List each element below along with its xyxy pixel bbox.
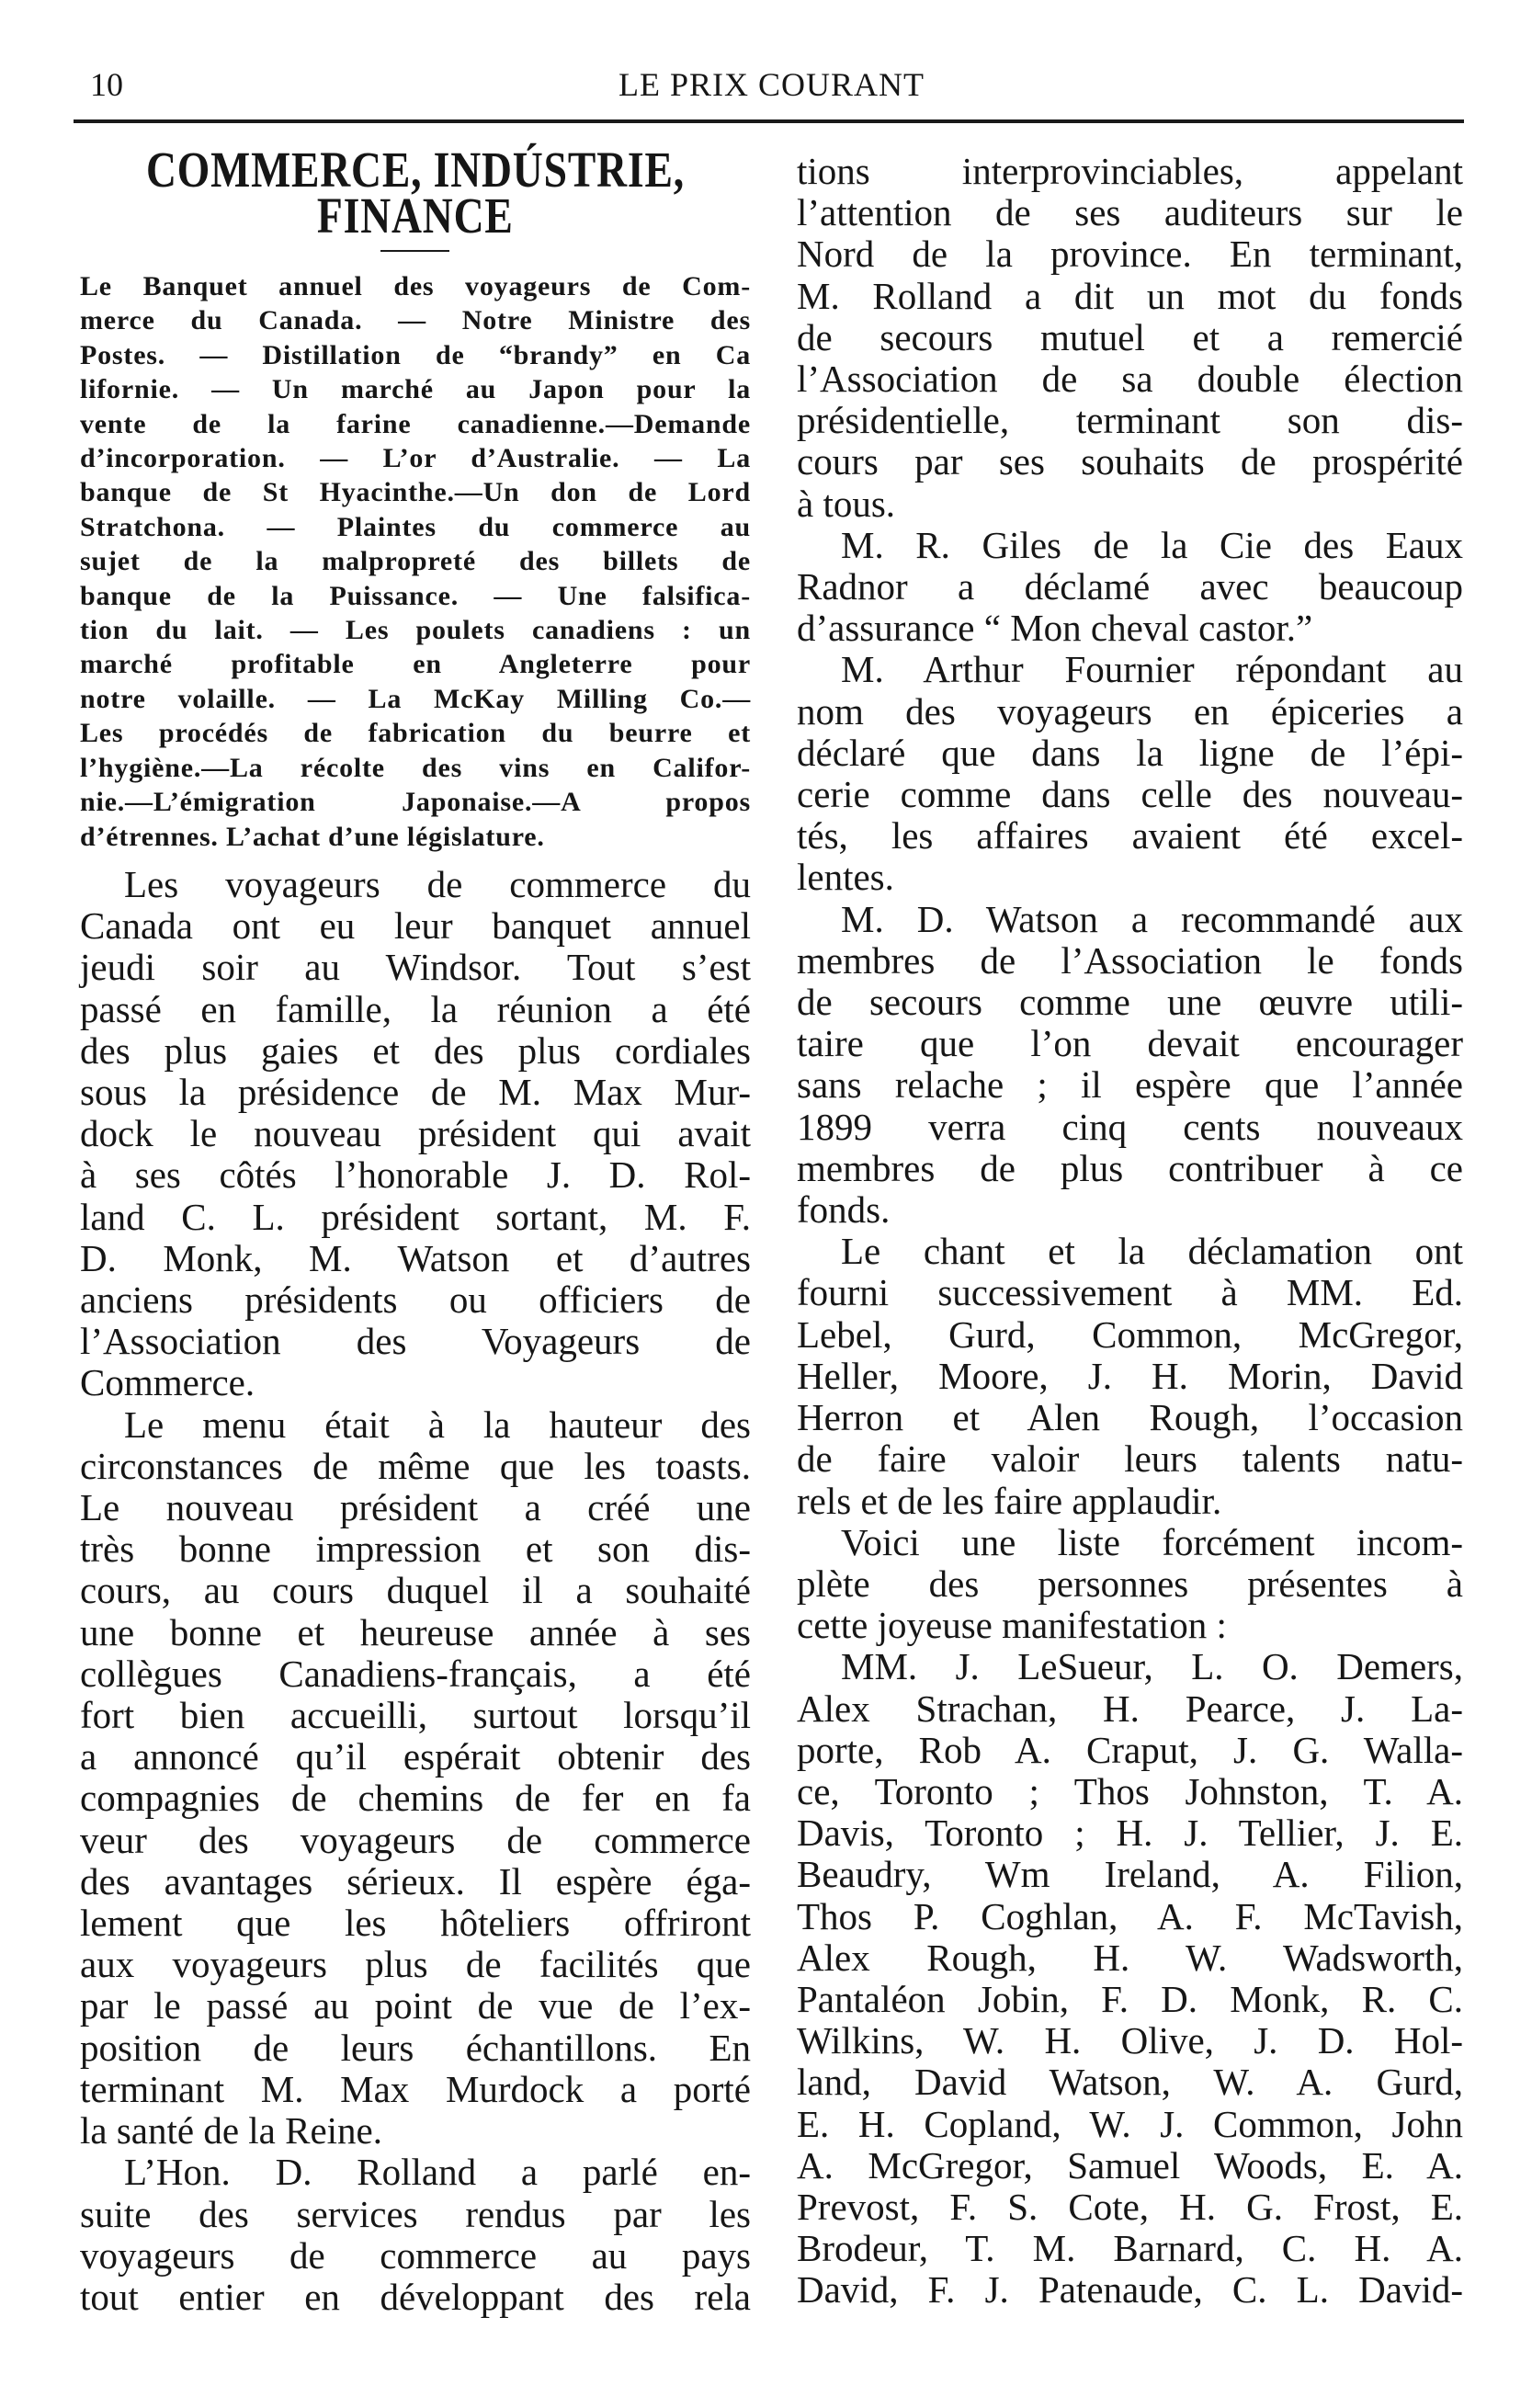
text-line: d’assurance “ Mon cheval castor.”: [797, 607, 1313, 650]
text-line: David, F. J. Patenaude, C. L. David-: [797, 2268, 1463, 2311]
text-line: nom des voyageurs en épiceries a: [797, 689, 1463, 733]
left-column: [80, 864, 751, 2318]
text-line: M. D. Watson a recommandé aux: [841, 897, 1463, 940]
text-line: des avantages sérieux. Il espère éga-: [80, 1859, 751, 1903]
text-line: tions interprovinciables, appelant: [797, 150, 1463, 192]
text-line: Le menu était à la hauteur des: [124, 1403, 751, 1446]
publication-title: LE PRIX COURANT: [618, 66, 925, 103]
paragraph: [80, 864, 751, 1404]
text-line: a annoncé qu’il espérait obtenir des: [80, 1735, 751, 1778]
text-line: M. Arthur Fournier répondant au: [841, 648, 1463, 691]
summary-line: merce du Canada. — Notre Ministre des: [80, 305, 751, 336]
text-line: à tous.: [797, 482, 896, 525]
text-line: l’Association des Voyageurs de: [80, 1320, 751, 1363]
text-line: passé en famille, la réunion a été: [80, 987, 751, 1030]
text-line: cours, au cours duquel il a souhaité: [80, 1569, 751, 1612]
text-line: par le passé au point de vue de l’ex-: [80, 1984, 751, 2027]
article-summary: [80, 269, 751, 854]
summary-line: notre volaille. — La McKay Milling Co.—: [80, 683, 751, 714]
text-line: position de leurs échantillons. En: [80, 2026, 751, 2069]
text-line: rels et de les faire applaudir.: [797, 1479, 1222, 1522]
text-line: taire que l’on devait encourager: [797, 1022, 1463, 1065]
text-line: Beaudry, Wm Ireland, A. Filion,: [797, 1853, 1463, 1896]
paragraph: [797, 1231, 1463, 1521]
text-line: de secours mutuel et a remercié: [797, 315, 1463, 358]
text-line: Les voyageurs de commerce du: [124, 863, 751, 905]
title-divider: [380, 250, 449, 252]
text-line: tout entier en développant des rela: [80, 2275, 751, 2318]
paragraph: [797, 1646, 1463, 2311]
text-line: la santé de la Reine.: [80, 2109, 383, 2152]
text-line: Radnor a déclamé avec beaucoup: [797, 565, 1463, 608]
text-line: L’Hon. D. Rolland a parlé en-: [124, 2151, 751, 2194]
text-line: A. McGregor, Samuel Woods, E. A.: [797, 2143, 1463, 2187]
text-line: présidentielle, terminant son dis-: [797, 399, 1463, 442]
text-line: fonds.: [797, 1188, 891, 1232]
text-line: Alex Strachan, H. Pearce, J. La-: [797, 1687, 1463, 1730]
article-title-text: COMMERCE, INDÚSTRIE,: [145, 142, 686, 198]
text-line: Thos P. Coghlan, A. F. McTavish,: [797, 1894, 1463, 1937]
text-line: Brodeur, T. M. Barnard, C. H. A.: [797, 2227, 1463, 2270]
text-line: voyageurs de commerce au pays: [80, 2233, 751, 2277]
paragraph: [80, 2152, 751, 2318]
summary-line: banque de la Puissance. — Une falsifica-: [80, 580, 751, 611]
article-title-line: [80, 142, 751, 198]
text-line: M. R. Giles de la Cie des Eaux: [841, 523, 1463, 566]
text-line: très bonne impression et son dis-: [80, 1528, 751, 1571]
text-line: veur des voyageurs de commerce: [80, 1818, 751, 1861]
summary-line: nie.—L’émigration Japonaise.—A propos: [80, 787, 751, 818]
paragraph: [797, 649, 1463, 898]
text-line: anciens présidents ou officiers de: [80, 1278, 751, 1322]
text-line: à ses côtés l’honorable J. D. Rol-: [80, 1153, 751, 1197]
text-line: Lebel, Gurd, Common, McGregor,: [797, 1312, 1463, 1356]
text-line: cerie comme dans celle des nouveau-: [797, 773, 1463, 816]
text-line: cette joyeuse manifestation :: [797, 1604, 1227, 1647]
text-line: l’Association de sa double élection: [797, 358, 1463, 401]
paragraph: [797, 899, 1463, 1232]
text-line: land, David Watson, W. A. Gurd,: [797, 2061, 1463, 2104]
text-line: membres de l’Association le fonds: [797, 938, 1463, 982]
text-line: M. Rolland a dit un mot du fonds: [797, 274, 1463, 317]
text-line: collègues Canadiens-français, a été: [80, 1652, 751, 1695]
text-line: Prevost, F. S. Cote, H. G. Frost, E.: [797, 2185, 1463, 2228]
text-line: porte, Rob A. Craput, J. G. Walla-: [797, 1728, 1463, 1771]
text-line: de secours comme une œuvre utili-: [797, 981, 1463, 1024]
text-line: l’attention de ses auditeurs sur le: [797, 191, 1463, 234]
text-line: Heller, Moore, J. H. Morin, David: [797, 1354, 1463, 1397]
text-line: compagnies de chemins de fer en fa: [80, 1777, 751, 1820]
header-rule: [74, 119, 1464, 123]
text-line: Canada ont eu leur banquet annuel: [80, 904, 751, 948]
text-line: 1899 verra cinq cents nouveaux: [797, 1105, 1463, 1148]
text-line: une bonne et heureuse année à ses: [80, 1610, 751, 1653]
right-column: [797, 151, 1463, 2311]
text-line: Wilkins, W. H. Olive, J. D. Hol-: [797, 2019, 1463, 2062]
text-line: sous la présidence de M. Max Mur-: [80, 1071, 751, 1114]
summary-line: lifornie. — Un marché au Japon pour la: [80, 374, 751, 405]
text-line: Nord de la province. En terminant,: [797, 233, 1463, 276]
text-line: terminant M. Max Murdock a porté: [80, 2067, 751, 2110]
text-line: de faire valoir leurs talents natu-: [797, 1437, 1463, 1481]
summary-line: d’incorporation. — L’or d’Australie. — La: [80, 443, 751, 474]
text-line: plète des personnes présentes à: [797, 1562, 1463, 1605]
summary-line: vente de la farine canadienne.—Demande: [80, 408, 751, 439]
text-line: Davis, Toronto ; H. J. Tellier, J. E.: [797, 1812, 1463, 1855]
text-line: déclaré que dans la ligne de l’épi-: [797, 731, 1463, 774]
text-line: E. H. Copland, W. J. Common, John: [797, 2102, 1463, 2145]
text-line: land C. L. président sortant, M. F.: [80, 1195, 751, 1238]
text-line: ce, Toronto ; Thos Johnston, T. A.: [797, 1769, 1463, 1812]
text-line: suite des services rendus par les: [80, 2192, 751, 2235]
text-line: MM. J. LeSueur, L. O. Demers,: [841, 1645, 1463, 1688]
text-line: dock le nouveau président qui avait: [80, 1112, 751, 1155]
article-title-text: FINANCE: [317, 187, 514, 244]
paragraph: [797, 525, 1463, 650]
summary-line: Les procédés de fabrication du beurre et: [80, 718, 751, 749]
page-number: 10: [90, 66, 123, 103]
text-line: tés, les affaires avaient été excel-: [797, 814, 1463, 858]
text-line: fourni successivement à MM. Ed.: [797, 1271, 1463, 1314]
paragraph: [797, 1522, 1463, 1647]
summary-line: tion du lait. — Les poulets canadiens : un: [80, 615, 751, 646]
summary-line: Postes. — Distillation de “brandy” en Ca: [80, 339, 751, 370]
summary-line: d’étrennes. L’achat d’une législature.: [80, 821, 545, 852]
article-title-line: [80, 187, 751, 244]
text-line: D. Monk, M. Watson et d’autres: [80, 1236, 751, 1279]
text-line: Herron et Alen Rough, l’occasion: [797, 1396, 1463, 1439]
text-line: des plus gaies et des plus cordiales: [80, 1028, 751, 1072]
summary-line: Le Banquet annuel des voyageurs de Com-: [80, 271, 751, 301]
summary-line: banque de St Hyacinthe.—Un don de Lord: [80, 477, 751, 508]
summary-line: sujet de la malpropreté des billets de: [80, 546, 751, 577]
text-line: jeudi soir au Windsor. Tout s’est: [80, 946, 751, 989]
text-line: circonstances de même que les toasts.: [80, 1444, 751, 1487]
text-line: fort bien accueilli, surtout lorsqu’il: [80, 1694, 751, 1737]
text-line: aux voyageurs plus de facilités que: [80, 1943, 751, 1986]
text-line: Alex Rough, H. W. Wadsworth,: [797, 1936, 1463, 1979]
text-line: lement que les hôteliers offriront: [80, 1902, 751, 1945]
text-line: cours par ses souhaits de prospérité: [797, 440, 1463, 483]
text-line: Voici une liste forcément incom-: [841, 1520, 1463, 1563]
text-line: Le nouveau président a créé une: [80, 1486, 751, 1529]
summary-line: Stratchona. — Plaintes du commerce au: [80, 511, 751, 542]
text-line: sans relache ; il espère que l’année: [797, 1063, 1463, 1107]
paragraph: [797, 151, 1463, 525]
paragraph: [80, 1404, 751, 2152]
text-line: Le chant et la déclamation ont: [841, 1230, 1463, 1273]
text-line: membres de plus contribuer à ce: [797, 1146, 1463, 1189]
text-line: Pantaléon Jobin, F. D. Monk, R. C.: [797, 1977, 1463, 2020]
text-line: Commerce.: [80, 1361, 255, 1404]
text-line: lentes.: [797, 856, 894, 899]
summary-line: l’hygiène.—La récolte des vins en Califor-: [80, 752, 751, 783]
summary-line: marché profitable en Angleterre pour: [80, 649, 751, 680]
